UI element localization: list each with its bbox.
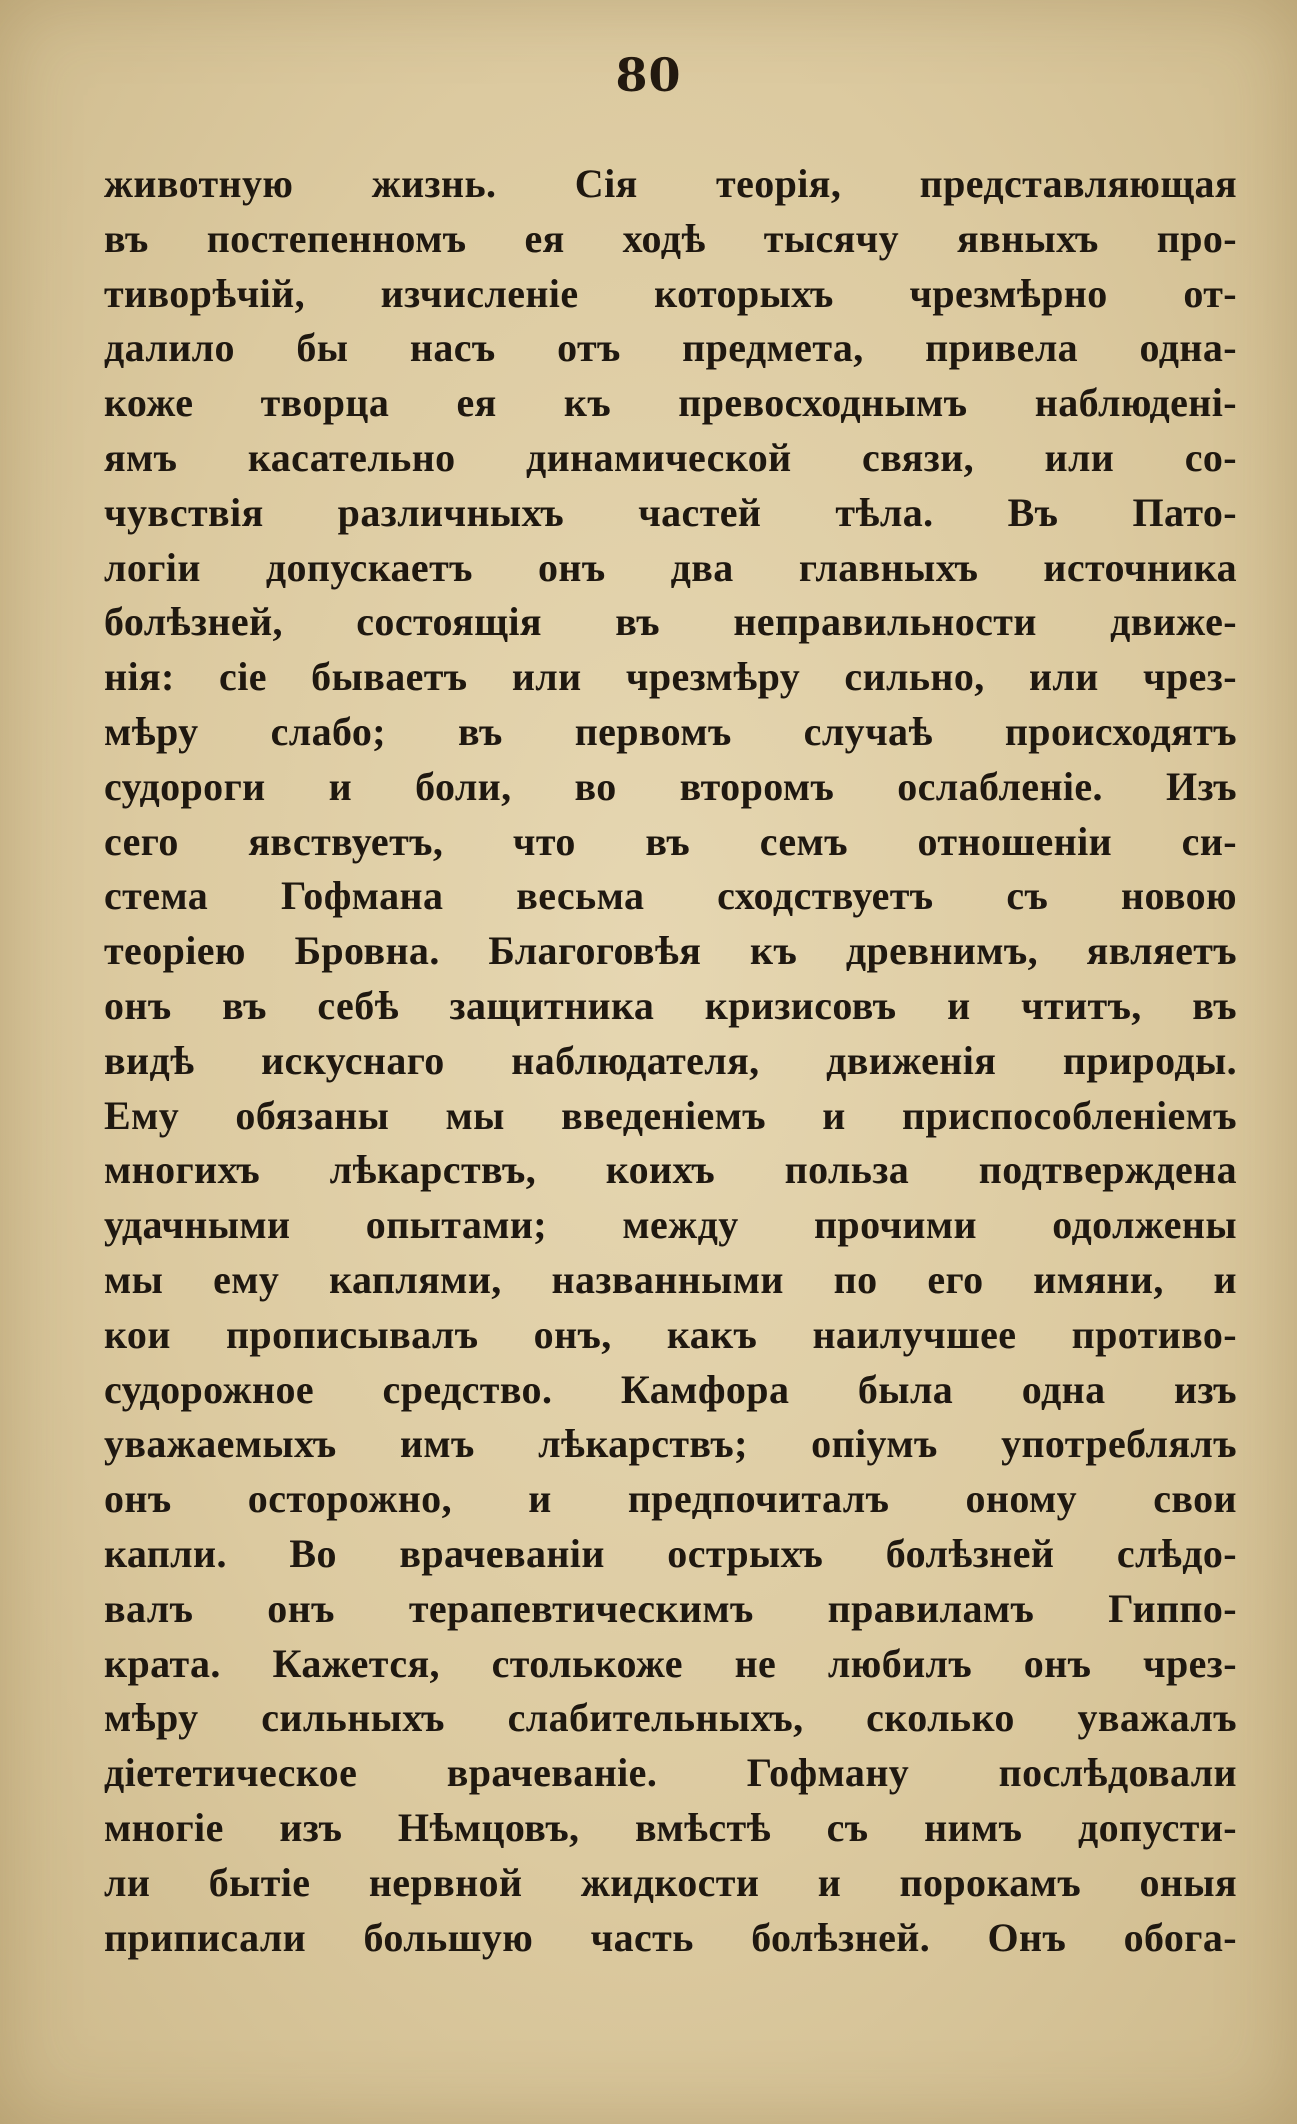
text-line: теоріею Бровна. Благоговѣя къ древнимъ, являетъ [104, 928, 1237, 974]
text-line: далило бы насъ отъ предмета, привела одна- [104, 325, 1237, 371]
text-line: мы ему каплями, названными по его имяни, и [104, 1256, 1237, 1302]
text-line: коже творца ея къ превосходнымъ наблюдені- [104, 380, 1237, 426]
text-line: Ему обязаны мы введеніемъ и приспособленіемъ [104, 1092, 1237, 1138]
text-line: судороги и боли, во второмъ ослабленіе. Изъ [104, 763, 1237, 809]
text-line: діететическое врачеваніе. Гофману послѣдовали [104, 1750, 1237, 1796]
text-line: стема Гофмана весьма сходствуетъ съ новою [104, 873, 1237, 919]
body-text [104, 157, 1237, 1965]
text-line: уважаемыхъ имъ лѣкарствъ; опіумъ употреблялъ [104, 1421, 1237, 1467]
text-line: видѣ искуснаго наблюдателя, движенія природы. [104, 1037, 1237, 1083]
text-line: ли бытіе нервной жидкости и порокамъ оныя [104, 1859, 1237, 1905]
text-line: въ постепенномъ ея ходѣ тысячу явныхъ про- [104, 215, 1237, 261]
text-line: судорожное средство. Камфора была одна изъ [104, 1366, 1237, 1412]
text-line: логіи допускаетъ онъ два главныхъ источника [104, 544, 1237, 590]
text-line: животную жизнь. Сія теорія, представляющая [104, 161, 1237, 206]
text-line: тиворѣчій, изчисленіе которыхъ чрезмѣрно от- [104, 270, 1237, 316]
text-line: многихъ лѣкарствъ, коихъ польза подтверждена [104, 1147, 1237, 1193]
text-line: кои прописывалъ онъ, какъ наилучшее противо- [104, 1311, 1237, 1357]
text-line: удачными опытами; между прочими одолжены [104, 1202, 1237, 1248]
text-line: онъ осторожно, и предпочиталъ оному свои [104, 1476, 1237, 1522]
text-line: нія: сіе бываетъ или чрезмѣру сильно, или чрез- [104, 654, 1237, 700]
text-line: чувствія различныхъ частей тѣла. Въ Пато- [104, 489, 1237, 535]
text-line: сего явствуетъ, что въ семъ отношеніи си- [104, 818, 1237, 864]
text-line: крата. Кажется, столькоже не любилъ онъ чрез- [104, 1640, 1237, 1686]
text-line: ямъ касательно динамической связи, или со- [104, 434, 1237, 480]
text-line: мѣру сильныхъ слабительныхъ, сколько уважалъ [104, 1695, 1237, 1741]
text-line: валъ онъ терапевтическимъ правиламъ Гиппо- [104, 1585, 1237, 1631]
page-number: 80 [615, 48, 682, 102]
text-line: онъ въ себѣ защитника кризисовъ и чтитъ, въ [104, 982, 1237, 1028]
text-line: многіе изъ Нѣмцовъ, вмѣстѣ съ нимъ допусти- [104, 1804, 1237, 1850]
text-line: мѣру слабо; въ первомъ случаѣ происходятъ [104, 708, 1237, 754]
text-line: приписали большую часть болѣзней. Онъ обога- [104, 1914, 1237, 1960]
text-line: капли. Во врачеваніи острыхъ болѣзней слѣдо- [104, 1530, 1237, 1576]
text-line: болѣзней, состоящія въ неправильности движе- [104, 599, 1237, 645]
